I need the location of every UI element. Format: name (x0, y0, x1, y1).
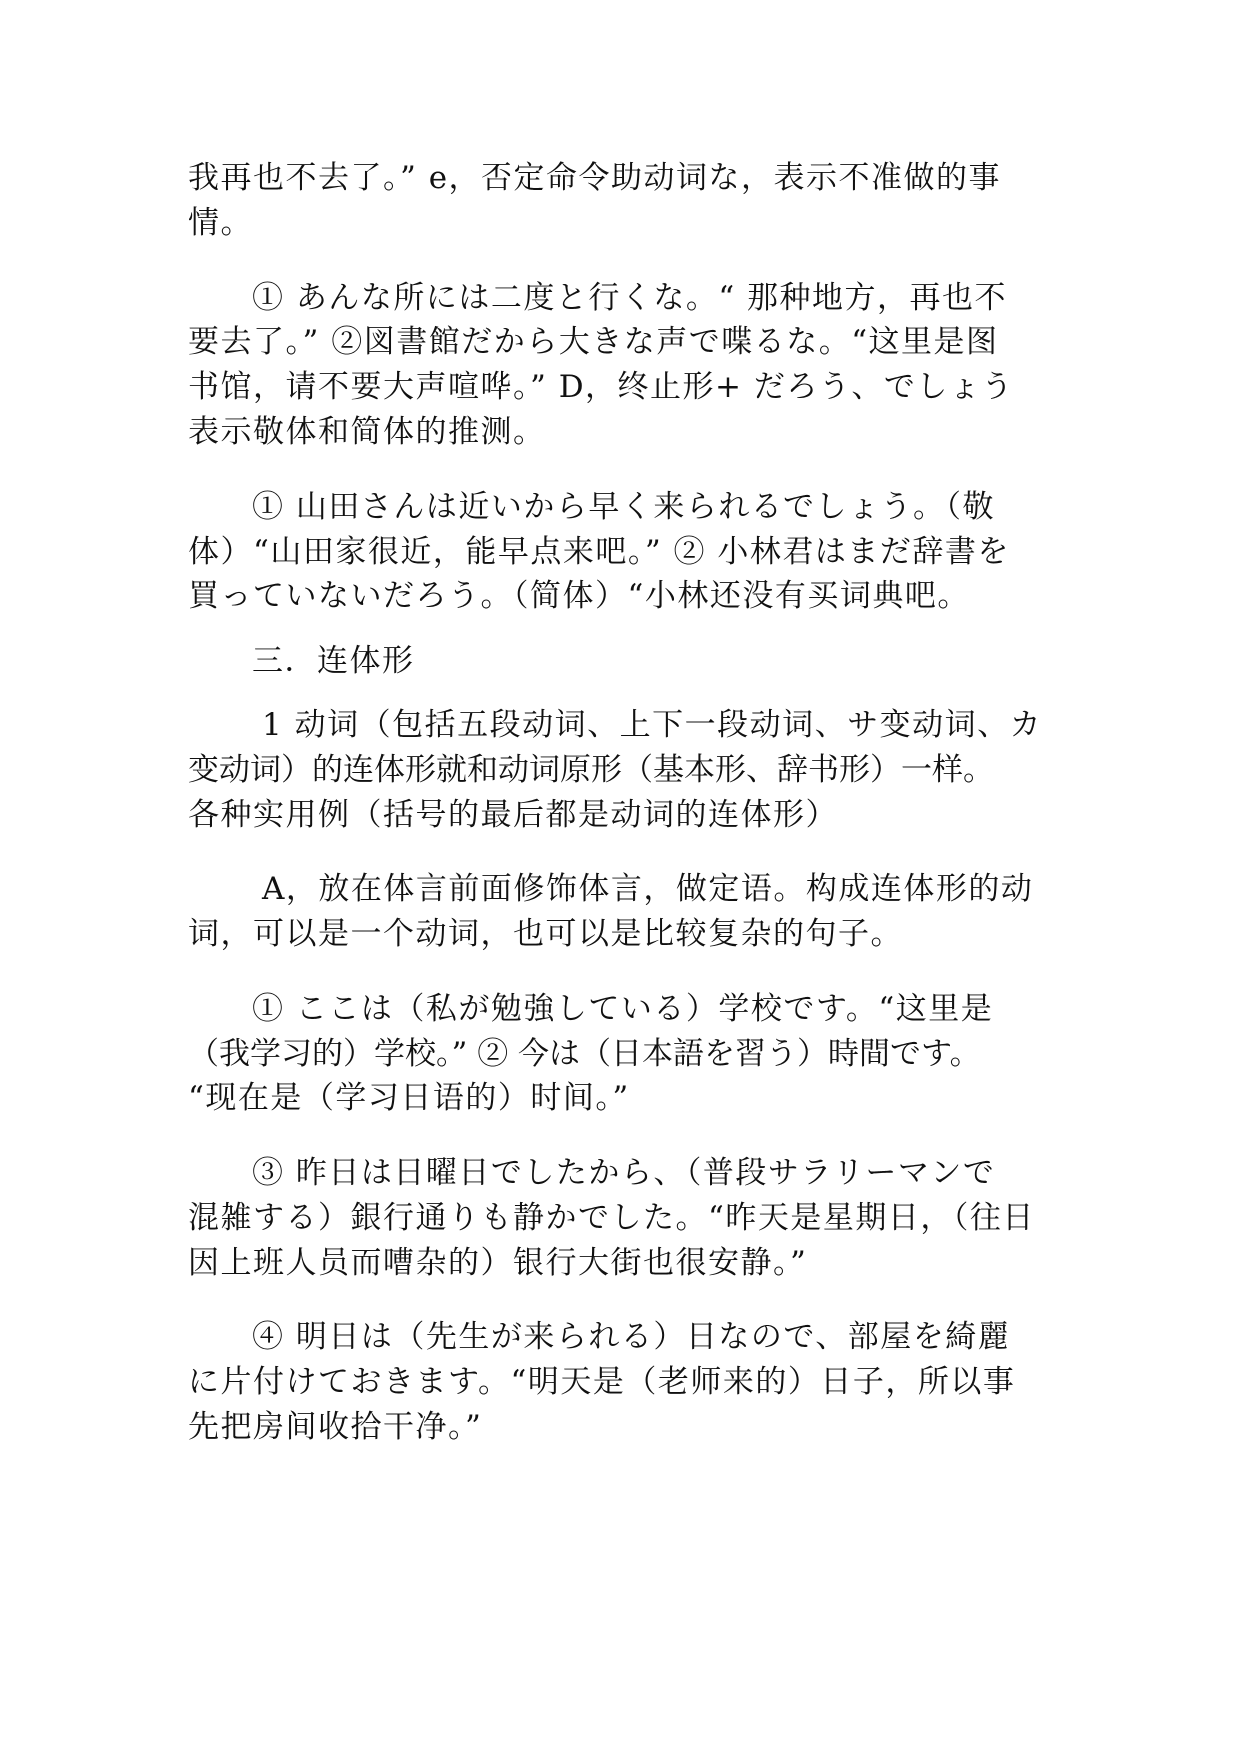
section-heading: 三．连体形 (252, 643, 415, 679)
text-line: 体）“山田家很近，能早点来吧。” ② 小林君はまだ辞書を (188, 534, 1010, 570)
text-line: （我学习的）学校。” ② 今は（日本語を習う）時間です。 (188, 1036, 981, 1072)
text-line: 变动词）的连体形就和动词原形（基本形、辞书形）一样。 (188, 752, 994, 788)
text-line: 因上班人员而嘈杂的）银行大街也很安静。” (188, 1245, 808, 1281)
text-line: 书馆，请不要大声喧哗。” D，终止形+ だろう、でしょう (188, 369, 1014, 405)
text-line: ④ 明日は（先生が来られる）日なので、部屋を綺麗 (252, 1319, 1011, 1355)
text-line: 先把房间收拾干净。” (188, 1409, 483, 1445)
text-line: 表示敬体和简体的推测。 (188, 414, 546, 450)
text-line: 1 动词（包括五段动词、上下一段动词、サ变动词、カ (262, 707, 1043, 743)
text-line: 词，可以是一个动词，也可以是比较复杂的句子。 (188, 916, 903, 952)
text-line: 各种实用例（括号的最后都是动词的连体形） (188, 797, 838, 833)
text-line: “现在是（学习日语的）时间。” (188, 1080, 630, 1116)
text-line: ① あんな所には二度と行くな。“ 那种地方，再也不 (252, 280, 1008, 316)
text-line: 我再也不去了。” e，否定命令助动词な，表示不准做的事 (188, 160, 1002, 196)
text-line: A，放在体言前面修饰体言，做定语。构成连体形的动 (262, 871, 1034, 907)
text-line: ③ 昨日は日曜日でしたから、（普段サラリーマンで (252, 1155, 996, 1191)
text-line: ① ここは（私が勉強している）学校です。“这里是 (252, 991, 994, 1027)
text-line: に片付けておきます。“明天是（老师来的）日子，所以事 (188, 1364, 1016, 1400)
text-line: 混雑する）銀行通りも静かでした。“昨天是星期日，（往日 (188, 1200, 1035, 1236)
text-line: 情。 (188, 205, 253, 241)
text-line: ① 山田さんは近いから早く来られるでしょう。（敬 (252, 489, 996, 525)
text-line: 要去了。” ②図書館だから大きな声で喋るな。“这里是图 (188, 324, 999, 360)
text-line: 買っていないだろう。（简体）“小林还没有买词典吧。 (188, 578, 970, 614)
